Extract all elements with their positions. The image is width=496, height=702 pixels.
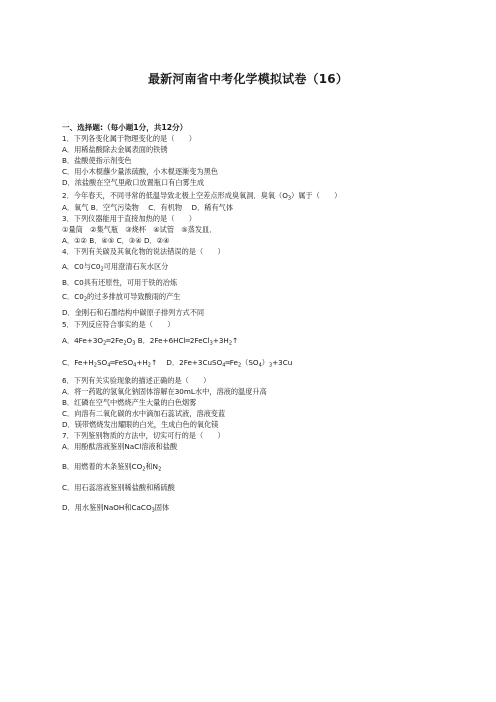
question-1-option-d: D．浓盐酸在空气里敞口放置瓶口有白雾生成 bbox=[62, 178, 205, 187]
question-6-option-a: A．将一药匙的氢氧化钠固体溶解在30mL水中，溶液的温度升高 bbox=[62, 387, 267, 396]
question-4-option-b: B．C0具有还原性，可用于铁的冶炼 bbox=[62, 278, 178, 287]
section-heading: 一、选择题:（每小题1分，共12分） bbox=[62, 123, 188, 132]
question-5: 5．下列反应符合事实的是（ ） bbox=[62, 320, 175, 329]
question-4-option-c: C．$C0_2$的过多排放可导致酸雨的产生 bbox=[62, 292, 181, 303]
question-1-option-c: C．用小木棍蘸少量浓硫酸，小木棍逐渐变为黑色 bbox=[62, 167, 218, 176]
question-7-option-b: B．用燃着的木条鉴别$CO_2$和$N_2$ bbox=[62, 462, 162, 473]
question-4: 4．下列有关碳及其氧化物的说法错误的是（ ） bbox=[62, 247, 225, 256]
question-4-option-d: D．金刚石和石墨结构中碳原子排列方式不同 bbox=[62, 308, 205, 317]
question-4-option-a: A．C0与$C0_2$可用澄清石灰水区分 bbox=[62, 262, 169, 273]
question-3-options: A．①② B．④⑤ C．③④ D．②④ bbox=[62, 236, 170, 245]
question-7-option-c: C．用石蕊溶液鉴别稀盐酸和稀硫酸 bbox=[62, 483, 175, 492]
question-2-options: A．氧气 B．空气污染物 C．有机物 D．稀有气体 bbox=[62, 203, 234, 212]
question-7-option-a: A．用酚酞溶液鉴别NaCl溶液和盐酸 bbox=[62, 442, 178, 451]
question-3-items: ①量筒 ②集气瓶 ③烧杯 ④试管 ⑤蒸发皿． bbox=[62, 225, 217, 234]
question-5-options-ab: A．$4Fe+3O_2═2Fe_2O_3$ B．$2Fe+6HCl═2FeCl_3+3H_2↑$ bbox=[62, 336, 239, 347]
question-1: 1．下列各变化属于物理变化的是（ ） bbox=[62, 134, 196, 143]
question-1-option-b: B．盐酸使指示剂变色 bbox=[62, 156, 132, 165]
question-6-option-d: D．镁带燃烧发出耀眼的白光，生成白色的氧化镁 bbox=[62, 420, 219, 429]
question-3: 3．下列仪器能用于直接加热的是（ ） bbox=[62, 214, 196, 223]
page-title: 最新河南省中考化学模拟试卷（16） bbox=[147, 72, 349, 86]
question-7-option-d: D．用水鉴别NaOH和CaCO$_3$固体 bbox=[62, 503, 170, 514]
question-6-option-b: B．红磷在空气中燃烧产生大量的白色烟雾 bbox=[62, 398, 197, 407]
question-6: 6．下列有关实验现象的描述正确的是（ ） bbox=[62, 376, 211, 385]
question-6-option-c: C．向溶有二氧化碳的水中滴加石蕊试液，溶液变蓝 bbox=[62, 409, 226, 418]
question-7: 7．下列鉴别物质的方法中，切实可行的是（ ） bbox=[62, 431, 225, 440]
question-2: 2．今年春天，不同寻常的低温导致北极上空差点形成臭氧洞．臭氧$(O_3)$属于（ ） bbox=[62, 191, 342, 202]
question-5-options-cd: C．$Fe+H_2SO_4═FeSO_4+H_2↑$ D．$2Fe+3CuSO_4═Fe_2(SO_4)_3+3Cu$ bbox=[62, 358, 293, 369]
question-1-option-a: A．用稀盐酸除去金属表面的铁锈 bbox=[62, 145, 168, 154]
